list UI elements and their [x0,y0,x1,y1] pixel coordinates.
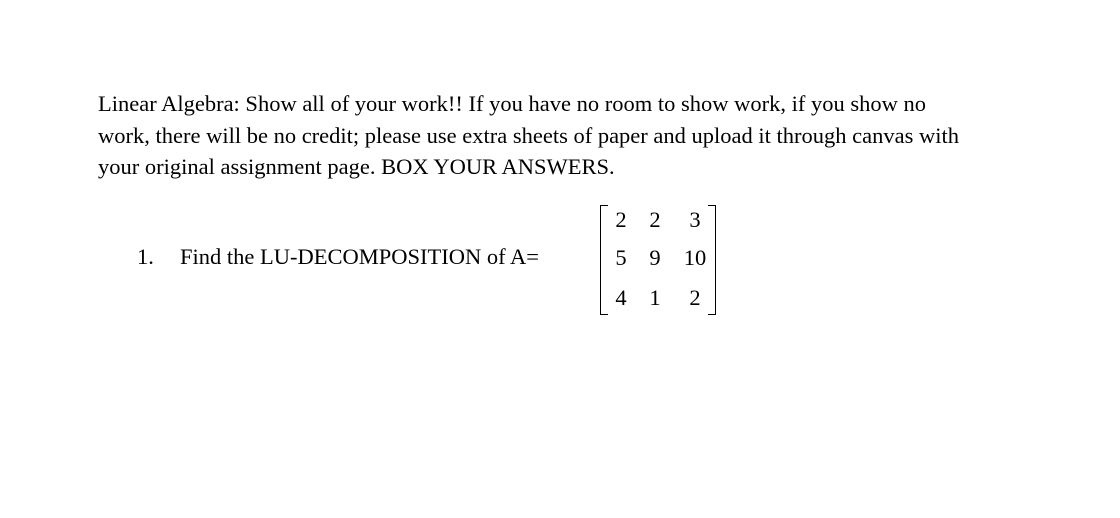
matrix-cell: 2 [689,285,701,310]
matrix-cell: 3 [689,207,701,232]
matrix-cell: 9 [649,245,661,270]
matrix-cell: 4 [615,285,627,310]
problem-text: Find the LU-DECOMPOSITION of A= [180,244,539,269]
matrix-cell: 2 [615,207,627,232]
matrix-cell: 1 [649,285,661,310]
instructions-line-1: Linear Algebra: Show all of your work!! If you have no room to show work, if you show no [98,91,926,116]
problem-number: 1. [137,244,154,269]
matrix-cell: 10 [683,245,707,270]
instructions-line-3: your original assignment page. BOX YOUR ANSWERS. [98,154,615,179]
matrix-cell: 5 [615,245,627,270]
instructions-line-2: work, there will be no credit; please use extra sheets of paper and upload it through canvas with [98,123,959,148]
matrix-cell: 2 [649,207,661,232]
matrix-a [596,205,718,315]
